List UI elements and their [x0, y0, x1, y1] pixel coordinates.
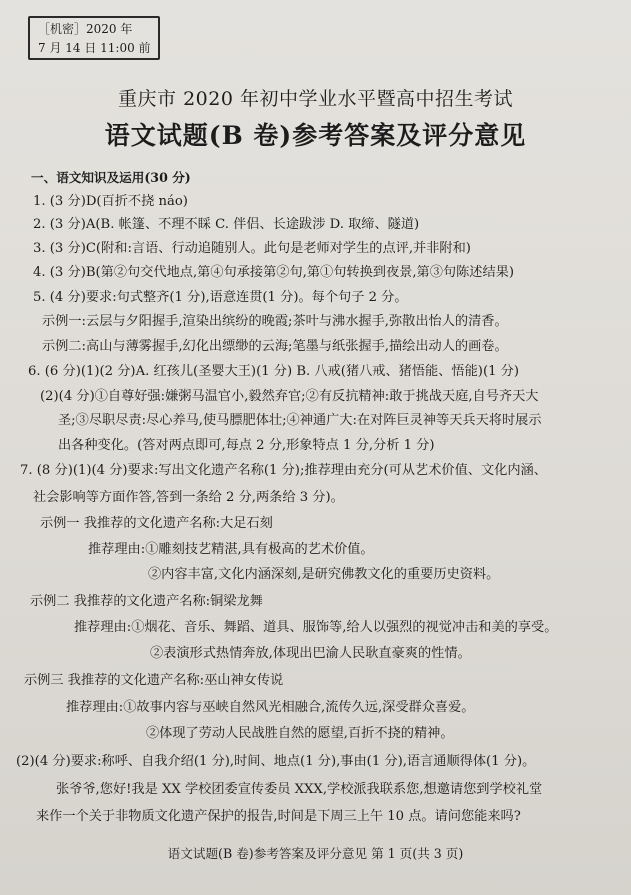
- answer-line-q7-2: (2)(4 分)要求:称呼、自我介绍(1 分),时间、地点(1 分),事由(1 分),语言通顺得体(1 分)。: [16, 754, 536, 769]
- answer-key-title: 语文试题(B 卷)参考答案及评分意见: [104, 121, 527, 150]
- answer-line-q1: 1. (3 分)D(百折不挠 náo): [33, 194, 188, 209]
- example-line-2: 示例二:高山与薄雾握手,幻化出缥缈的云海;笔墨与纸张握手,描绘出动人的画卷。: [42, 339, 508, 354]
- example-one-reason-2: ②内容丰富,文化内涵深刻,是研究佛教文化的重要历史资料。: [148, 567, 500, 582]
- confidential-stamp: [28, 16, 160, 60]
- example-three-heading: 示例三 我推荐的文化遗产名称:巫山神女传说: [24, 673, 284, 688]
- example-one-heading: 示例一 我推荐的文化遗产名称:大足石刻: [40, 516, 273, 531]
- answer-line-q6-2: (2)(4 分)①自尊好强:嫌粥马温官小,毅然弃官;②有反抗精神:敢于挑战天庭,自号齐天大: [40, 389, 539, 404]
- example-three-reason-2: ②体现了劳动人民战胜自然的愿望,百折不挠的精神。: [146, 726, 454, 741]
- answer-line-q6: 6. (6 分)(1)(2 分)A. 红孩儿(圣婴大王)(1 分) B. 八戒(猪八戒、猪悟能、悟能)(1 分): [28, 364, 520, 379]
- exam-title: 重庆市 2020 年初中学业水平暨高中招生考试: [118, 88, 513, 110]
- section-heading: 一、语文知识及运用(30 分): [31, 170, 191, 185]
- example-one-reason-1: 推荐理由:①雕刻技艺精湛,具有极高的艺术价值。: [88, 542, 374, 557]
- answer-line-q7-cont: 社会影响等方面作答,答到一条给 2 分,两条给 3 分)。: [33, 490, 344, 505]
- example-line-1: 示例一:云层与夕阳握手,渲染出缤纷的晚霞;茶叶与沸水握手,弥散出怡人的清香。: [42, 314, 508, 329]
- example-three-reason-1: 推荐理由:①故事内容与巫峡自然风光相融合,流传久远,深受群众喜爱。: [66, 700, 475, 715]
- page-footer: 语文试题(B 卷)参考答案及评分意见 第 1 页(共 3 页): [167, 846, 464, 861]
- answer-line-q4: 4. (3 分)B(第②句交代地点,第④句承接第②句,第①句转换到夜景,第③句陈述结果): [33, 265, 515, 280]
- stamp-line-2: 7 月 14 日 11:00 前: [38, 41, 151, 55]
- letter-line-1: 张爷爷,您好!我是 XX 学校团委宣传委员 XXX,学校派我联系您,想邀请您到学校礼堂: [56, 782, 543, 797]
- answer-line-q6-2-cont1: 圣;③尽职尽责:尽心养马,使马膘肥体壮;④神通广大:在对阵巨灵神等天兵天将时展示: [58, 413, 542, 428]
- example-two-reason-2: ②表演形式热情奔放,体现出巴渝人民耿直豪爽的性情。: [150, 646, 471, 661]
- answer-line-q5: 5. (4 分)要求:句式整齐(1 分),语意连贯(1 分)。每个句子 2 分。: [33, 290, 408, 305]
- answer-line-q7: 7. (8 分)(1)(4 分)要求:写出文化遗产名称(1 分);推荐理由充分(可从艺术价值、文化内涵、: [20, 463, 547, 478]
- answer-line-q6-2-cont2: 出各种变化。(答对两点即可,每点 2 分,形象特点 1 分,分析 1 分): [58, 438, 435, 453]
- answer-line-q2: 2. (3 分)A(B. 帐篷、不理不睬 C. 伴侣、长途跋涉 D. 取缔、隧道): [33, 217, 420, 232]
- stamp-line-1: ［机密］2020 年: [38, 22, 133, 36]
- example-two-heading: 示例二 我推荐的文化遗产名称:铜梁龙舞: [30, 594, 263, 609]
- answer-line-q3: 3. (3 分)C(附和:言语、行动追随别人。此句是老师对学生的点评,并非附和): [33, 241, 471, 256]
- example-two-reason-1: 推荐理由:①烟花、音乐、舞蹈、道具、服饰等,给人以强烈的视觉冲击和美的享受。: [74, 620, 558, 635]
- letter-line-2: 来作一个关于非物质文化遗产保护的报告,时间是下周三上午 10 点。请问您能来吗?: [36, 809, 521, 824]
